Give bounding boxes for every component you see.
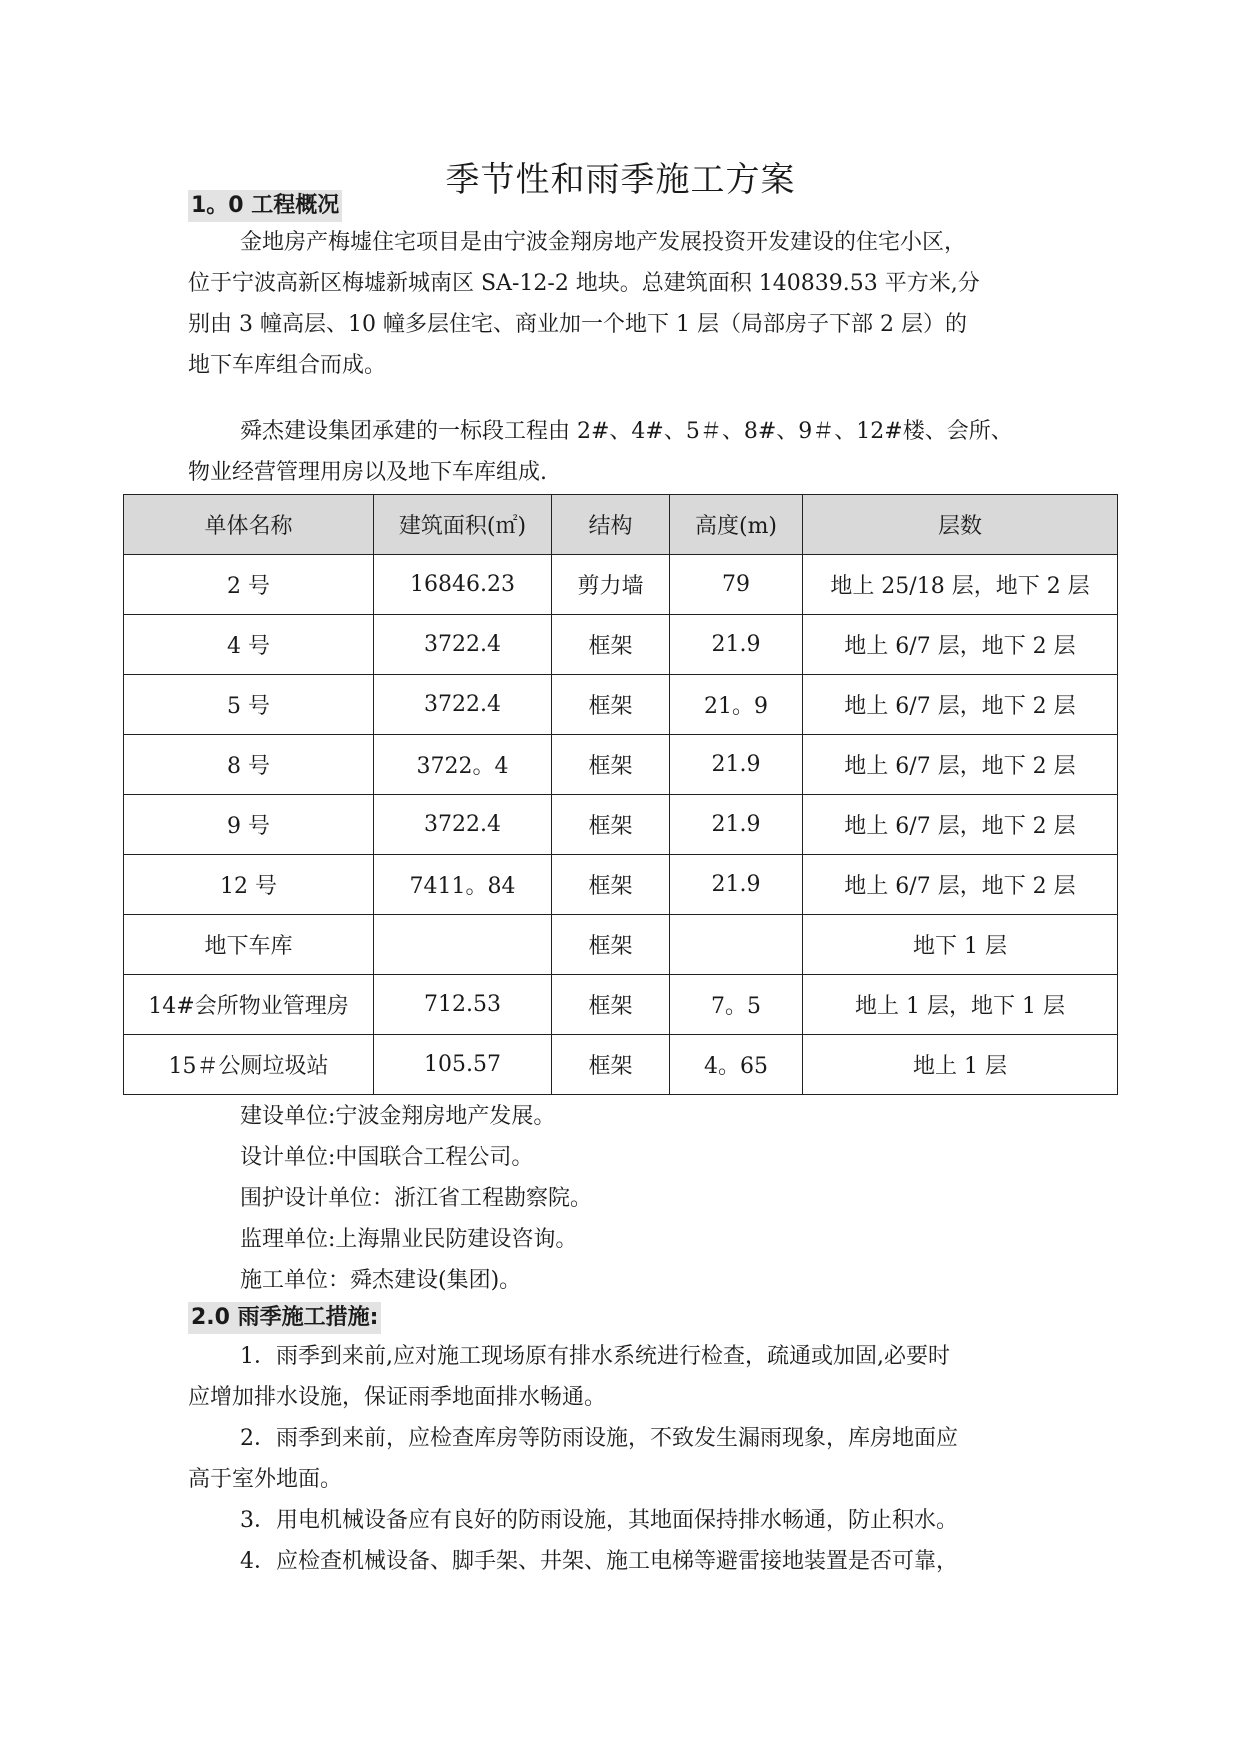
table-row bbox=[124, 975, 1118, 1035]
table-cell: 地上 6/7 层，地下 2 层 bbox=[803, 675, 1118, 735]
measure-item-1 bbox=[188, 1336, 1058, 1418]
table-cell: 21。9 bbox=[670, 675, 803, 735]
header-cell: 高度(m) bbox=[670, 495, 803, 555]
text-line: 应增加排水设施，保证雨季地面排水畅通。 bbox=[188, 1385, 607, 1410]
table-header-row bbox=[124, 495, 1118, 555]
rain-measures-list bbox=[188, 1336, 1058, 1582]
measure-item-2 bbox=[188, 1418, 1058, 1500]
table-cell: 14#会所物业管理房 bbox=[124, 975, 374, 1035]
text-line: 1．雨季到来前,应对施工现场原有排水系统进行检查，疏通或加固,必要时 bbox=[240, 1344, 950, 1369]
table-row bbox=[124, 855, 1118, 915]
table-cell: 4。65 bbox=[670, 1035, 803, 1095]
table-cell: 框架 bbox=[552, 1035, 670, 1095]
text-line: 别由 3 幢高层、10 幢多层住宅、商业加一个地下 1 层（局部房子下部 2 层）的 bbox=[188, 312, 967, 337]
table-row bbox=[124, 615, 1118, 675]
header-cell: 结构 bbox=[552, 495, 670, 555]
table-cell: 地上 6/7 层，地下 2 层 bbox=[803, 795, 1118, 855]
table-cell: 框架 bbox=[552, 735, 670, 795]
construction-unit-line: 建设单位:宁波金翔房地产发展。 bbox=[240, 1104, 556, 1129]
table-row bbox=[124, 915, 1118, 975]
document-title: 季节性和雨季施工方案 bbox=[445, 160, 796, 200]
table-cell: 地上 6/7 层，地下 2 层 bbox=[803, 735, 1118, 795]
section-heading-overview: 1。0 工程概况 bbox=[188, 190, 342, 222]
text-line: 位于宁波高新区梅墟新城南区 SA-12-2 地块。总建筑面积 140839.53 平方米,分 bbox=[188, 271, 980, 296]
table-cell: 21.9 bbox=[670, 795, 803, 855]
section-heading-rain-measures: 2.0 雨季施工措施: bbox=[188, 1302, 381, 1334]
header-cell: 单体名称 bbox=[124, 495, 374, 555]
table-cell: 8 号 bbox=[124, 735, 374, 795]
table-cell: 2 号 bbox=[124, 555, 374, 615]
table-cell: 框架 bbox=[552, 975, 670, 1035]
building-units-table bbox=[123, 494, 1118, 1095]
text-line: 金地房产梅墟住宅项目是由宁波金翔房地产发展投资开发建设的住宅小区， bbox=[240, 230, 967, 255]
table-row bbox=[124, 555, 1118, 615]
table-cell: 3722.4 bbox=[374, 675, 552, 735]
text-line: 4．应检查机械设备、脚手架、井架、施工电梯等避雷接地装置是否可靠， bbox=[240, 1549, 958, 1574]
table-cell: 剪力墙 bbox=[552, 555, 670, 615]
text-line: 高于室外地面。 bbox=[188, 1467, 343, 1492]
table-cell: 地下 1 层 bbox=[803, 915, 1118, 975]
table-cell: 地上 25/18 层，地下 2 层 bbox=[803, 555, 1118, 615]
header-cell: 层数 bbox=[803, 495, 1118, 555]
builder-unit-line: 施工单位：舜杰建设(集团)。 bbox=[240, 1268, 522, 1293]
text-line: 地下车库组合而成。 bbox=[188, 353, 387, 378]
table-cell: 16846.23 bbox=[374, 555, 552, 615]
table-row bbox=[124, 795, 1118, 855]
overview-paragraph-1 bbox=[188, 222, 1058, 386]
design-unit-line: 设计单位:中国联合工程公司。 bbox=[240, 1145, 534, 1170]
text-line: 物业经营管理用房以及地下车库组成. bbox=[188, 460, 547, 485]
measure-item-4 bbox=[188, 1541, 1058, 1582]
text-line: 舜杰建设集团承建的一标段工程由 2#、4#、5＃、8#、9＃、12#楼、会所、 bbox=[240, 419, 1013, 444]
text-line: 3．用电机械设备应有良好的防雨设施，其地面保持排水畅通，防止积水。 bbox=[240, 1508, 958, 1533]
table-cell: 框架 bbox=[552, 915, 670, 975]
table-cell: 3722.4 bbox=[374, 615, 552, 675]
table-cell: 21.9 bbox=[670, 855, 803, 915]
table-cell: 地下车库 bbox=[124, 915, 374, 975]
table-cell: 9 号 bbox=[124, 795, 374, 855]
table-cell: 105.57 bbox=[374, 1035, 552, 1095]
supervision-unit-line: 监理单位:上海鼎业民防建设咨询。 bbox=[240, 1227, 578, 1252]
project-units-list bbox=[240, 1096, 592, 1301]
table-cell: 框架 bbox=[552, 795, 670, 855]
table-cell bbox=[670, 915, 803, 975]
table-cell: 地上 6/7 层，地下 2 层 bbox=[803, 615, 1118, 675]
table-cell: 7。5 bbox=[670, 975, 803, 1035]
table-cell: 21.9 bbox=[670, 615, 803, 675]
table-cell: 21.9 bbox=[670, 735, 803, 795]
table-cell: 12 号 bbox=[124, 855, 374, 915]
table-cell: 3722.4 bbox=[374, 795, 552, 855]
table-cell: 15＃公厕垃圾站 bbox=[124, 1035, 374, 1095]
text-line: 2．雨季到来前，应检查库房等防雨设施，不致发生漏雨现象，库房地面应 bbox=[240, 1426, 958, 1451]
table-cell: 79 bbox=[670, 555, 803, 615]
table-cell: 框架 bbox=[552, 615, 670, 675]
table-cell: 712.53 bbox=[374, 975, 552, 1035]
enclosure-design-unit-line: 围护设计单位：浙江省工程勘察院。 bbox=[240, 1186, 593, 1211]
table-row bbox=[124, 1035, 1118, 1095]
table-row bbox=[124, 735, 1118, 795]
header-cell: 建筑面积(㎡) bbox=[374, 495, 552, 555]
table-cell: 地上 6/7 层，地下 2 层 bbox=[803, 855, 1118, 915]
table-cell bbox=[374, 915, 552, 975]
overview-paragraph-2 bbox=[188, 411, 1058, 493]
table-cell: 3722。4 bbox=[374, 735, 552, 795]
table-cell: 地上 1 层 bbox=[803, 1035, 1118, 1095]
table-cell: 框架 bbox=[552, 675, 670, 735]
table-cell: 5 号 bbox=[124, 675, 374, 735]
measure-item-3 bbox=[188, 1500, 1058, 1541]
table-row bbox=[124, 675, 1118, 735]
table-cell: 7411。84 bbox=[374, 855, 552, 915]
table-cell: 框架 bbox=[552, 855, 670, 915]
table-cell: 4 号 bbox=[124, 615, 374, 675]
table-cell: 地上 1 层，地下 1 层 bbox=[803, 975, 1118, 1035]
